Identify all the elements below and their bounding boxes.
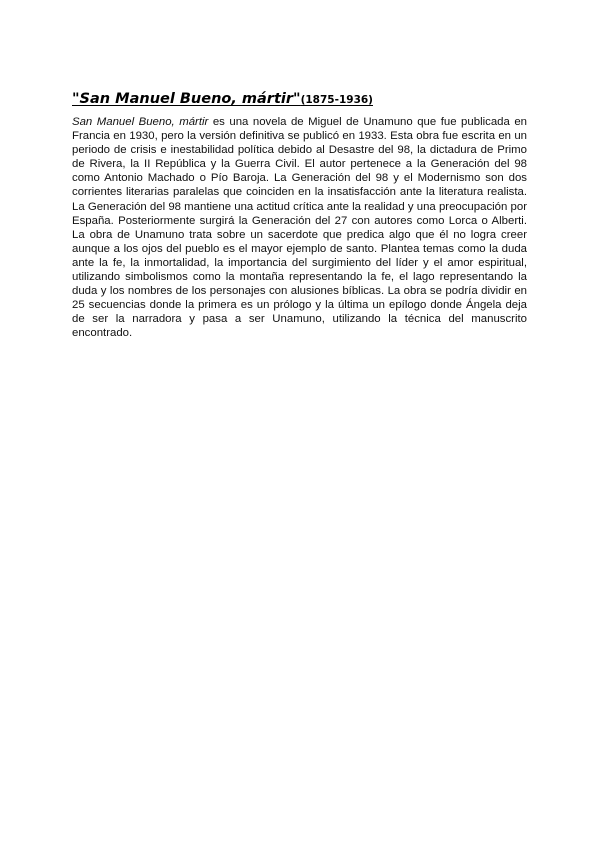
document-heading — [72, 73, 527, 111]
document-paragraph — [72, 115, 527, 341]
document-content — [72, 73, 527, 341]
paragraph-text: es una novela de Miguel de Unamuno que fue publicada en Francia en 1930, pero la versión definitiva se publicó en 1933. Esta obra fue escrita en un periodo de crisis e inestabilidad política debido al Desastre del 98, la dictadura de Primo de Rivera, la II República y la Guerra Civil. El autor pertenece a la Generación del 98 como Antonio Machado o Pío Baroja. La Generación del 98 y el Modernismo son dos corrientes literarias paralelas que coinciden en la insatisfacción ante la literatura realista. La Generación del 98 mantiene una actitud crítica ante la realidad y una preocupación por España. Posteriormente surgirá la Generación del 27 con autores como Lorca o Alberti. La obra de Unamuno trata sobre un sacerdote que predica algo que él no logra creer aunque a los ojos del pueblo es el mayor ejemplo de santo. Plantea temas como la duda ante la fe, la inmortalidad, la importancia del surgimiento del líder y el amor espiritual, utilizando simbolismos como la montaña representando la fe, el lago representando la duda y los nombres de los personajes con alusiones bíblicas. La obra se podría dividir en 25 secuencias donde la primera es un prólogo y la última un epílogo donde Ángela deja de ser la narradora y pasa a ser Unamuno, utilizando la técnica del manuscrito encontrado. — [72, 116, 527, 340]
document-years: (1875-1936) — [300, 94, 373, 106]
work-title-italic: San Manuel Bueno, mártir — [72, 116, 209, 128]
document-title: "San Manuel Bueno, mártir" — [72, 91, 301, 107]
